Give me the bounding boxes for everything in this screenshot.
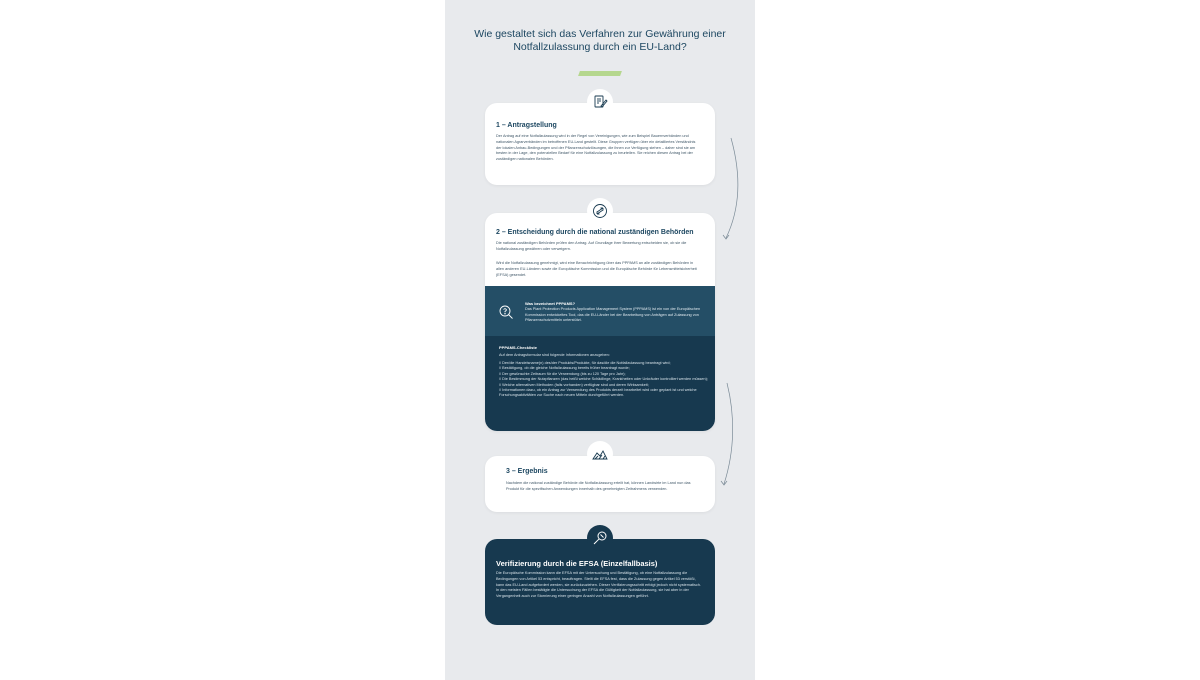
step2-title: 2 – Entscheidung durch die national zuständigen Behörden	[496, 229, 694, 236]
exchange-arrows-icon	[587, 198, 613, 224]
checklist-intro: Auf dem Antragsformular sind folgende Informationen anzugeben:	[499, 353, 610, 357]
checklist-title: PPPAMS-Checkliste	[499, 345, 537, 350]
page-title: Wie gestaltet sich das Verfahren zur Gewährung einer Notfallzulassung durch ein EU-Land?	[474, 28, 726, 53]
efsa-title: Verifizierung durch die EFSA (Einzelfallbasis)	[496, 559, 658, 568]
accent-bar	[578, 71, 622, 76]
checklist-items	[499, 361, 709, 399]
checklist-item: // Die Bestimmung der Nutzpflanzen (das heißt welche Schädlinge, Krankheiten oder Unkräuter kontrolliert werden müssen);	[499, 377, 708, 382]
checklist-item: // Der gewünschte Zeitraum für die Verwendung (bis zu 120 Tage pro Jahr);	[499, 371, 626, 376]
pppams-info-title: Was bezeichnet PPPAMS?	[525, 301, 576, 306]
question-search-icon	[498, 304, 514, 325]
checklist-item: // Informationen dazu, ob ein Antrag zur Verwendung des Produkts derzeit bearbeitet wird oder geplant ist und welche Forschungsaktivitäten zur Suche nach neuen Mitteln durchgeführt werden.	[499, 388, 697, 398]
pppams-info-text: Das Plant Protection Products Application Management System (PPPAMS) ist ein von der Europäischen Kommission entwickeltes Tool, das die EU-Länder bei der Bearbeitung von Anträgen auf Zulassung von Pflanzenschutzmitteln unterstützt.	[525, 307, 701, 323]
step2-card	[485, 213, 715, 431]
step1-card	[485, 103, 715, 185]
pppams-info-box	[485, 286, 715, 336]
pppams-checklist	[485, 336, 715, 431]
step2-text-2: Wird die Notfallzulassung genehmigt, wird eine Benachrichtigung über das PPPAMS an alle zuständigen Behörden in allen anderen EU-Ländern sowie die Europäische Kommission und die Europäische Behörde für Lebensmittelsicherheit (EFSA) gesendet.	[496, 261, 697, 277]
step2-text-1: Die national zuständigen Behörden prüfen den Antrag. Auf Grundlage ihrer Bewertung entscheiden sie, ob sie die Notfallzulassung gewähren oder verweigern.	[496, 241, 687, 251]
step1-text: Der Antrag auf eine Notfallzulassung wird in der Regel von Vereinigungen, wie zum Beispiel Bauernverbänden und nationalen Agrarverbänden im betroffenen EU-Land gestellt. Diese Gruppen verfügen über ein detailliertes Verständnis der lokalen Anbau-Bedingungen und der Pflanzenschutzlösungen, die ihnen zur Verfügung stehen – daher sind sie am besten in der Lage, den potenziellen Bedarf für eine Notfallzulassung zu beurteilen. Sie reichen diesen Antrag bei der zuständigen nationalen Behörden.	[496, 134, 696, 162]
efsa-card	[485, 539, 715, 625]
checklist-item: // Bestätigung, ob die gleiche Notfallzulassung bereits früher beantragt wurde;	[499, 366, 630, 371]
magnifier-icon	[587, 525, 613, 551]
step1-title: 1 – Antragstellung	[496, 122, 557, 129]
document-pen-icon	[587, 89, 613, 115]
step3-title: 3 – Ergebnis	[506, 468, 548, 475]
step3-text: Nachdem die national zuständige Behörde die Notfallzulassung erteilt hat, können Landwirte im Land nun das Produkt für die spezifischen Anwendungen innerhalb des genehmigten Zeitrahmens verwenden.	[506, 481, 691, 491]
checklist-item: // Der/die Handelsname(n) des/der Produkts/Produkte, für das/die die Notfallzulassung beantragt wird;	[499, 361, 671, 365]
efsa-text: Die Europäische Kommission kann die EFSA mit der Untersuchung und Bestätigung, ob eine Notfallzulassung die Bedingungen von Artikel 53 entspricht, beauftragen. Stellt die EFSA fest, dass die Zulassung gegen Artikel 53 verstößt, kann das EU-Land aufgefordert werden, sie zurückzuziehen. Dieser Verifizierungsschritt erfolgt jedoch nicht systematisch. In den meisten Fällen bestätigte die Untersuchung der EFSA die Gültigkeit der Notfallzulassung, sie hat aber in der Vergangenheit auch zur Stornierung einer geringen Anzahl von Notfallzulassungen geführt.	[496, 571, 701, 599]
checklist-item: // Welche alternativen Methoden (falls vorhanden) verfügbar sind und deren Wirksamkeit;	[499, 382, 649, 387]
field-landscape-icon	[587, 441, 613, 467]
